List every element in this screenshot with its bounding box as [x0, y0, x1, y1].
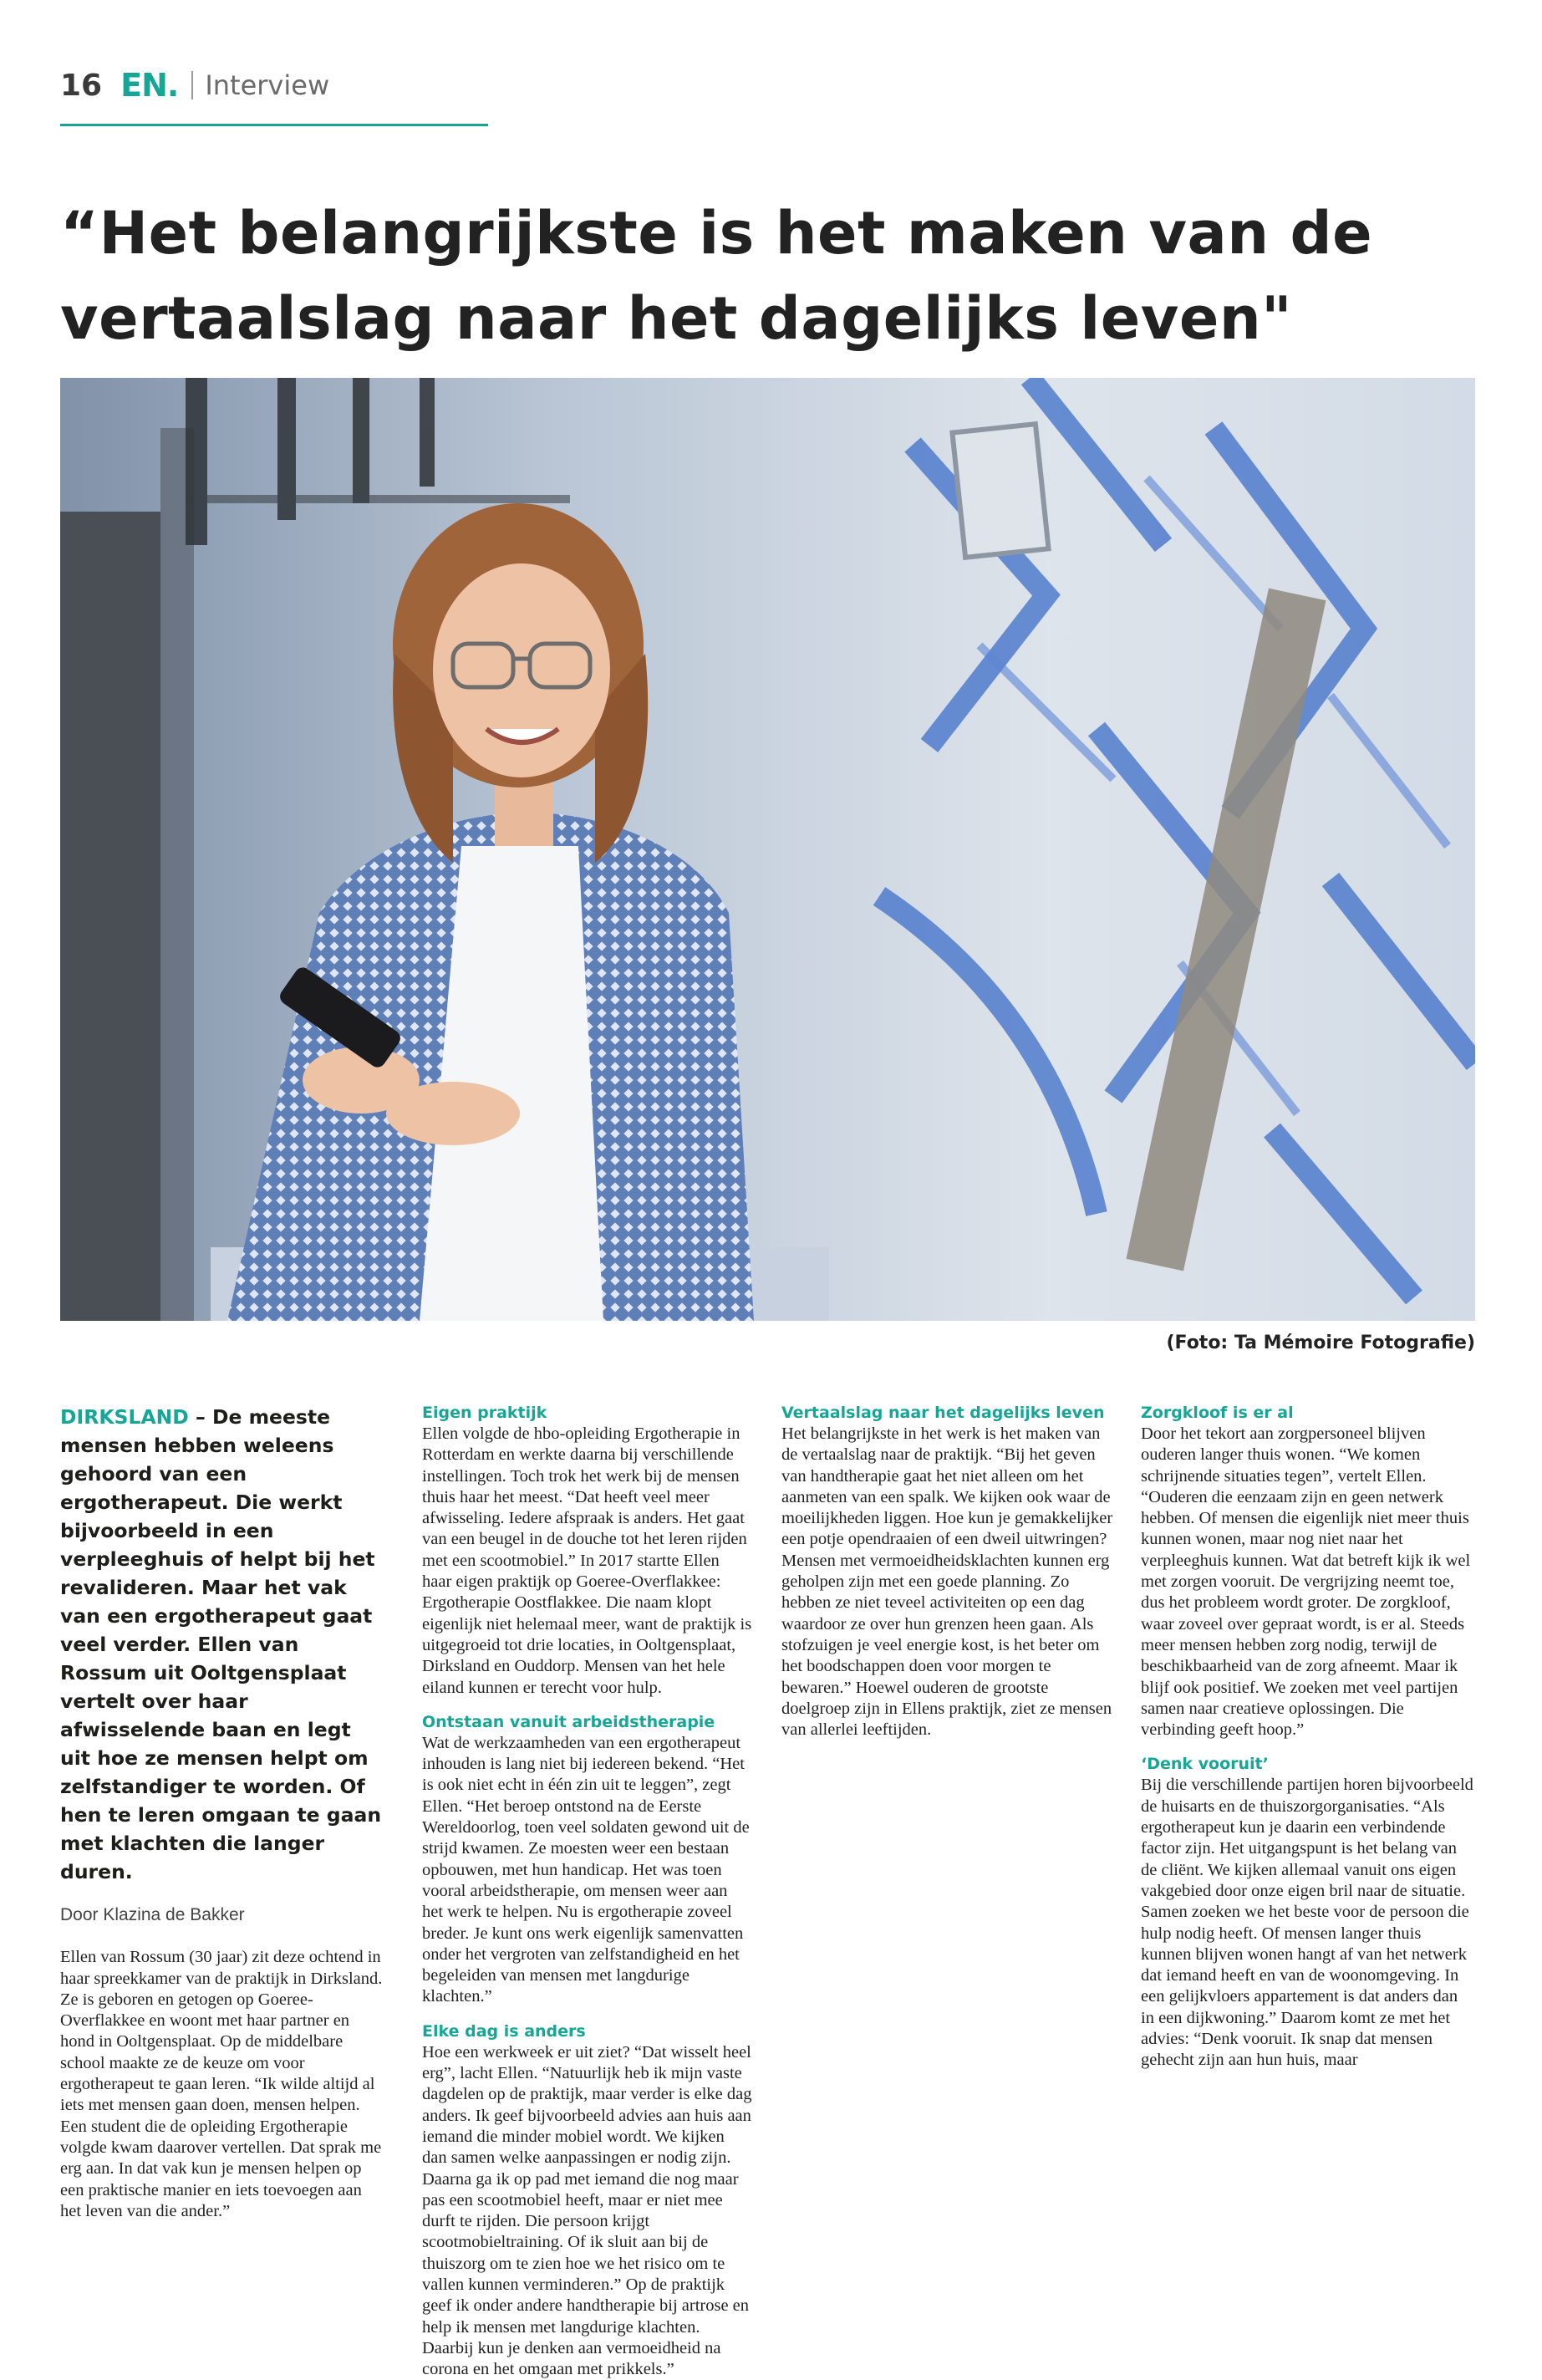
article-column-3 [781, 1403, 1116, 1740]
subhead-vertaalslag: Vertaalslag naar het dagelijks leven [781, 1404, 1105, 1422]
page-number: 16 [60, 68, 103, 103]
body-paragraph: Hoe een werkweek er uit ziet? “Dat wisselt heel erg”, lacht Ellen. “Natuurlijk heb ik mijn vaste dagdelen op de praktijk, maar verder is elke dag anders. Ik geef bijvoorbeeld advies aan huis aan iemand die minder mobiel wordt. We kijken dan samen welke aanpassingen er nodig zijn. Daarna ga ik op pad met iemand die nog maar pas een scootmobiel heeft, maar er niet mee durft te rijden. Die persoon krijgt scootmobieltraining. Of ik sluit aan bij de thuiszorg om te zien hoe we het risico om te vallen kunnen verminderen.” Op de praktijk geef ik onder andere handtherapie bij artrose en help ik mensen met langdurige klachten. Daarbij kun je denken aan vermoeidheid na corona en het omgaan met prikkels.” [422, 2042, 752, 2379]
headline: “Het belangrijkste is het maken van de vertaalslag naar het dagelijks leven" [60, 199, 1373, 353]
article-column-4 [1141, 1403, 1475, 2072]
lead-text: – De meeste mensen hebben weleens gehoord van een ergotherapeut. Die werkt bijvoorbeeld in een verpleeghuis of helpt bij het revalideren. Maar het vak van een ergotherapeut gaat veel verder. Ellen van Rossum uit Ooltgensplaat vertelt over haar afwisselende baan en legt uit hoe ze mensen helpt om zelfstandiger te worden. Of hen te leren omgaan te gaan met klachten die langer duren. [60, 1405, 382, 1883]
intro-paragraph: Ellen van Rossum (30 jaar) zit deze ochtend in haar spreekkamer van de praktijk in Dirksland. Ze is geboren en getogen op Goeree-Overflakkee en woont met haar partner en hond in Ooltgensplaat. Op de middelbare school maakte ze de keuze om voor ergotherapeut te gaan leren. “Ik wilde altijd al iets met mensen gaan doen, mensen helpen. Een student die de opleiding Ergotherapie volgde kwam daarover vertellen. Dat sprak me erg aan. In dat vak kun je mensen helpen op een praktische manier en iets toevoegen aan het leven van die ander.” [60, 1948, 383, 2220]
page-header [60, 60, 329, 110]
subhead-zorgkloof: Zorgkloof is er al [1141, 1404, 1294, 1422]
body-paragraph: Ellen volgde de hbo-opleiding Ergotherapie in Rotterdam en werkte daarna bij verschillende instellingen. Toch trok het werk bij de mensen thuis haar het meest. “Dat heeft veel meer afwisseling. Iedere afspraak is anders. Het gaat van een beugel in de douche tot het leren rijden met een scootmobiel.” In 2017 startte Ellen haar eigen praktijk op Goeree-Overflakkee: Ergotherapie Oostflakkee. Die naam klopt eigenlijk niet helemaal meer, want de praktijk is uitgegroeid tot drie locaties, in Ooltgensplaat, Dirksland en Ouddorp. Mensen van het hele eiland kunnen er terecht voor hulp. [422, 1424, 752, 1697]
dateline: DIRKSLAND [60, 1405, 189, 1429]
section-label: Interview [205, 69, 330, 101]
body-paragraph: Wat de werkzaamheden van een ergotherapeut inhouden is lang niet bij iedereen bekend. “Het is ook niet echt in één zin uit te leggen”, zegt Ellen. “Het beroep ontstond na de Eerste Wereldoorlog, toen veel soldaten gewond uit de strijd kwamen. Ze moesten weer een bestaan opbouwen, met hun handicap. Het was toen vooral arbeidstherapie, om mensen weer aan het werk te helpen. Nu is ergotherapie zoveel breder. Je kunt ons werk eigenlijk samenvatten onder het vergroten van zelfstandigheid en het begeleiden van mensen met langdurige klachten.” [422, 1733, 750, 2006]
subhead-arbeidstherapie: Ontstaan vanuit arbeidstherapie [422, 1712, 715, 1731]
brand-logo: EN. [120, 67, 179, 104]
body-paragraph: Het belangrijkste in het werk is het maken van de vertaalslag naar de praktijk. “Bij het geven van handtherapie gaat het niet alleen om het aanmeten van een spalk. We kijken ook waar de moeilijkheden liggen. Hoe kun je gemakkelijker een potje opendraaien of een dweil uitwringen? Mensen met vermoeidheidsklachten kunnen erg geholpen zijn met een goede planning. Zo hebben ze niet teveel activiteiten op een dag waardoor ze over hun grenzen heen gaan. Als stofzuigen je veel energie kost, is het beter om het boodschappen doen voor morgen te bewaren.” Hoewel ouderen de grootste doelgroep zijn in Ellens praktijk, ziet ze mensen van allerlei leeftijden. [781, 1424, 1113, 1740]
byline: Door Klazina de Bakker [60, 1905, 245, 1924]
header-rule [60, 124, 488, 126]
portrait-photo [60, 378, 1475, 1321]
header-divider [191, 71, 193, 99]
photo-caption: (Foto: Ta Mémoire Fotografie) [1166, 1333, 1475, 1353]
subhead-denk-vooruit: ‘Denk vooruit’ [1141, 1755, 1269, 1774]
lead-paragraph [60, 1403, 386, 1886]
body-paragraph: Bij die verschillende partijen horen bijvoorbeeld de huisarts en de thuiszorgorganisaties. “Als ergotherapeut kun je daarin een verbindende factor zijn. Het uitgangspunt is het belang van de cliënt. We kijken allemaal vanuit ons eigen vakgebied door onze eigen bril naar de situatie. Samen zoeken we het beste voor de persoon die hulp nodig heeft. Of mensen langer thuis kunnen blijven wonen hangt af van het netwerk dat iemand heeft en van de woonomgeving. In een gelijkvloers appartement is dat anders dan in een dijkwoning.” Daarom komt ze met het advies: “Denk vooruit. Ik snap dat mensen gehecht zijn aan hun huis, maar [1141, 1776, 1473, 2070]
subhead-elke-dag: Elke dag is anders [422, 2021, 586, 2041]
body-paragraph: Door het tekort aan zorgpersoneel blijven ouderen langer thuis wonen. “We komen schrijnende situaties tegen”, vertelt Ellen. “Ouderen die eenzaam zijn en geen netwerk hebben. Of mensen die eigenlijk niet meer thuis kunnen wonen, maar nog niet naar het verpleeghuis kunnen. Wat dat betreft kijk ik wel met zorgen vooruit. De vergrijzing neemt toe, dus het probleem wordt groter. De zorgkloof, waar zoveel over gepraat wordt, is er al. Steeds meer mensen hebben zorg nodig, terwijl de beschikbaarheid van de zorg afneemt. Maar ik blijf ook positief. We zoeken met veel partijen samen naar creatieve oplossingen. Die verbinding geeft hoop.” [1141, 1424, 1471, 1740]
article-column-2 [422, 1403, 752, 2380]
article-column-1 [60, 1403, 386, 2222]
subhead-eigen-praktijk: Eigen praktijk [422, 1404, 547, 1422]
